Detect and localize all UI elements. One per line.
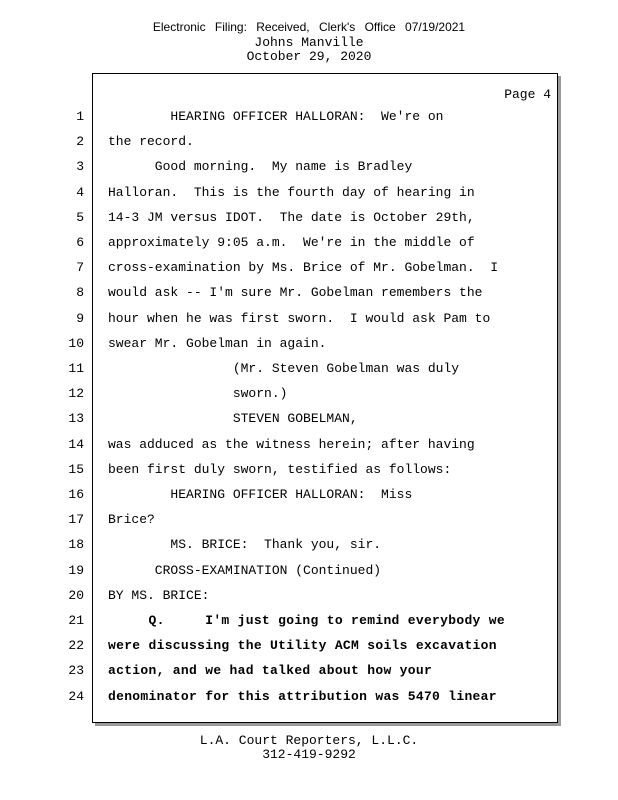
line-number: 24: [68, 689, 84, 704]
line-number: 1: [76, 109, 84, 124]
transcript-line: HEARING OFFICER HALLORAN: Miss: [108, 487, 413, 502]
transcript-line: STEVEN GOBELMAN,: [108, 411, 358, 426]
line-number: 7: [76, 260, 84, 275]
line-number: 15: [68, 462, 84, 477]
line-number: 17: [68, 512, 84, 527]
line-number: 13: [68, 411, 84, 426]
transcript-line: (Mr. Steven Gobelman was duly: [108, 361, 460, 376]
reporter-company: L.A. Court Reporters, L.L.C.: [199, 733, 419, 748]
filing-stamp: Electronic Filing: Received, Clerk's Office 07/19/2021: [152, 20, 466, 34]
transcript-line: was adduced as the witness herein; after having: [108, 437, 475, 452]
line-number: 8: [76, 285, 84, 300]
transcript-line: sworn.): [108, 386, 288, 401]
line-number: 20: [68, 588, 84, 603]
line-number: 6: [76, 235, 84, 250]
line-number: 14: [68, 437, 84, 452]
reporter-phone: 312-419-9292: [262, 747, 356, 762]
line-number: 11: [68, 361, 84, 376]
transcript-line: HEARING OFFICER HALLORAN: We're on: [108, 109, 444, 124]
case-title: Johns Manville: [254, 35, 364, 50]
line-number: 16: [68, 487, 84, 502]
transcript-line: the record.: [108, 134, 194, 149]
transcript-line: cross-examination by Ms. Brice of Mr. Gobelman. I: [108, 260, 499, 275]
transcript-line: were discussing the Utility ACM soils excavation: [108, 638, 497, 653]
line-number: 5: [76, 210, 84, 225]
transcript-line: would ask -- I'm sure Mr. Gobelman remembers the: [108, 285, 483, 300]
transcript-line: action, and we had talked about how your: [108, 663, 433, 678]
transcript-line: 14-3 JM versus IDOT. The date is October 29th,: [108, 210, 475, 225]
transcript-line: BY MS. BRICE:: [108, 588, 210, 603]
line-number: 10: [68, 336, 84, 351]
transcript-line: Brice?: [108, 512, 155, 527]
transcript-line: Halloran. This is the fourth day of hearing in: [108, 185, 475, 200]
transcript-line: been first duly sworn, testified as follows:: [108, 462, 452, 477]
line-number: 19: [68, 563, 84, 578]
transcript-line: MS. BRICE: Thank you, sir.: [108, 537, 382, 552]
line-number: 12: [68, 386, 84, 401]
transcript-line: Q. I'm just going to remind everybody we: [108, 613, 505, 628]
transcript-line: hour when he was first sworn. I would ask Pam to: [108, 311, 491, 326]
transcript-line: approximately 9:05 a.m. We're in the middle of: [108, 235, 475, 250]
transcript-line: swear Mr. Gobelman in again.: [108, 336, 327, 351]
line-number: 22: [68, 638, 84, 653]
line-number: 23: [68, 663, 84, 678]
transcript-line: Good morning. My name is Bradley: [108, 159, 413, 174]
transcript-line: denominator for this attribution was 5470 linear: [108, 689, 497, 704]
line-number: 21: [68, 613, 84, 628]
transcript-line: CROSS-EXAMINATION (Continued): [108, 563, 382, 578]
line-number: 3: [76, 159, 84, 174]
line-number: 18: [68, 537, 84, 552]
page-number: Page 4: [504, 87, 551, 102]
line-number: 4: [76, 185, 84, 200]
line-number: 9: [76, 311, 84, 326]
line-number: 2: [76, 134, 84, 149]
hearing-date: October 29, 2020: [246, 49, 372, 64]
